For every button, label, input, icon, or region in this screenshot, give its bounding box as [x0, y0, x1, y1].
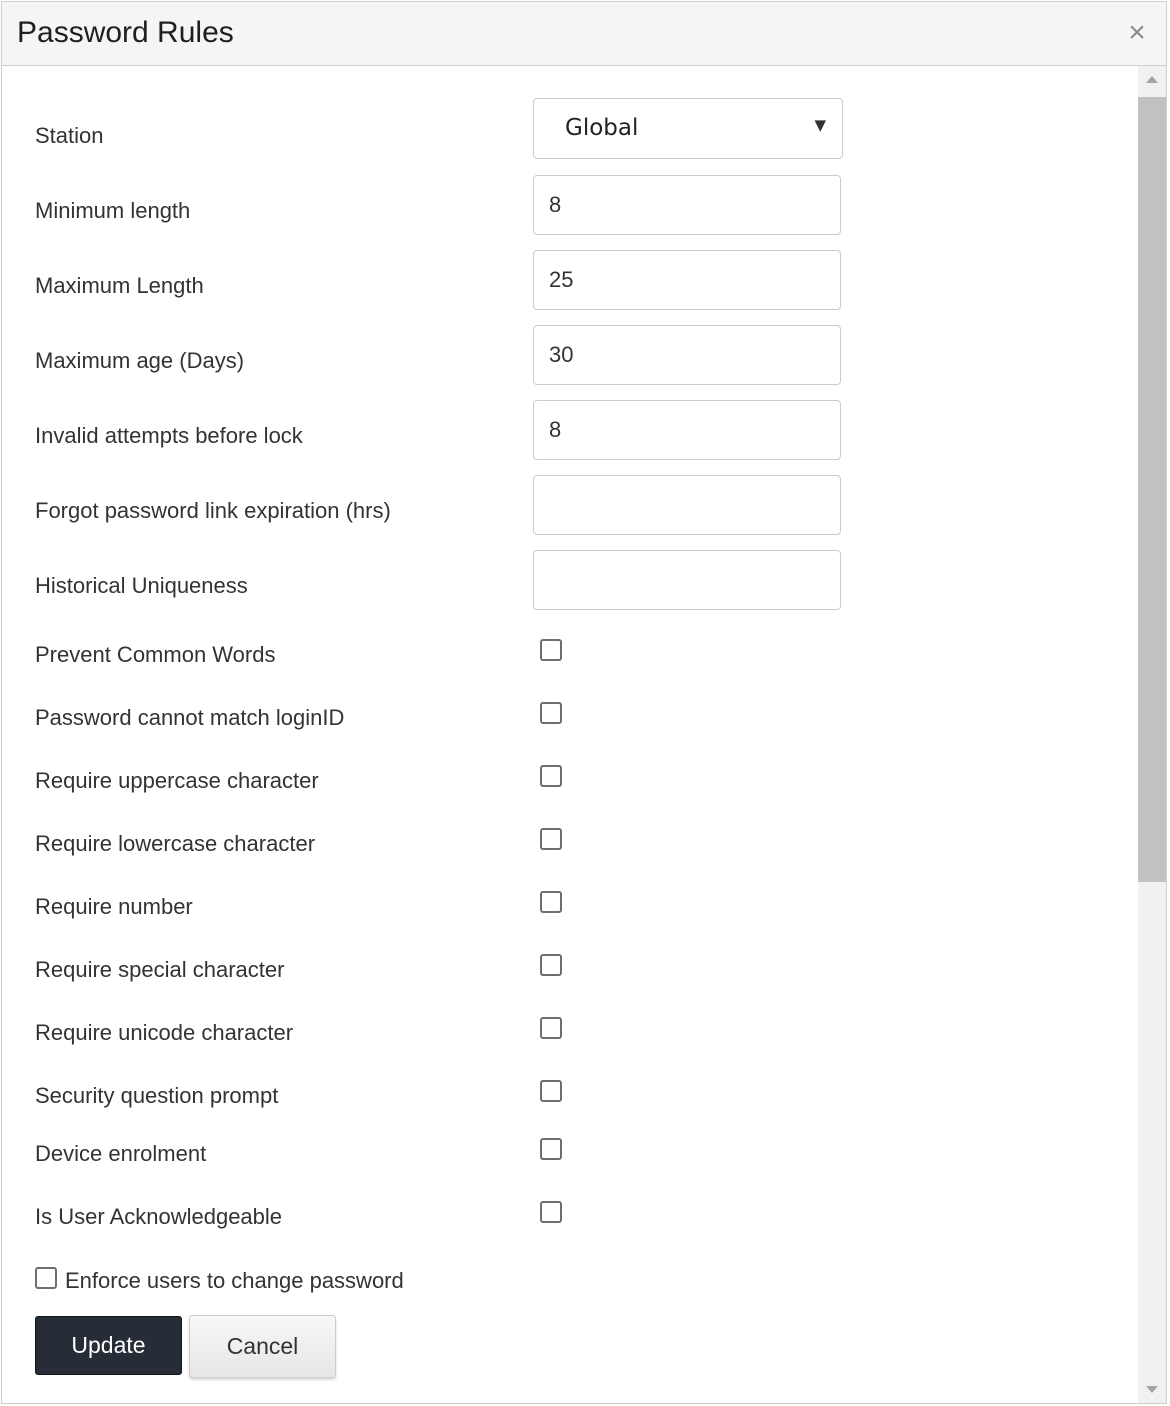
vertical-scrollbar[interactable]	[1138, 66, 1166, 1403]
security-question-checkbox[interactable]	[540, 1080, 562, 1102]
maximum-length-input[interactable]: 25	[533, 250, 841, 310]
invalid-attempts-input[interactable]: 8	[533, 400, 841, 460]
maximum-age-label: Maximum age (Days)	[35, 348, 245, 373]
user-acknowledgeable-label: Is User Acknowledgeable	[35, 1204, 283, 1229]
enforce-change-password-label: Enforce users to change password	[65, 1268, 404, 1293]
password-rules-dialog	[1, 1, 1167, 1404]
dropdown-arrow-icon: ▼	[814, 116, 826, 134]
historical-uniqueness-label: Historical Uniqueness	[35, 573, 248, 598]
user-acknowledgeable-checkbox[interactable]	[540, 1201, 562, 1223]
require-lowercase-checkbox[interactable]	[540, 828, 562, 850]
prevent-common-words-checkbox[interactable]	[540, 639, 562, 661]
update-button[interactable]: Update	[35, 1316, 182, 1375]
security-question-label: Security question prompt	[35, 1083, 279, 1108]
scroll-up-arrow-icon[interactable]	[1146, 76, 1158, 83]
dialog-titlebar	[2, 2, 1166, 66]
device-enrolment-label: Device enrolment	[35, 1141, 207, 1166]
close-icon[interactable]: ×	[1128, 16, 1146, 49]
station-select-value: Global	[565, 115, 639, 141]
no-match-loginid-label: Password cannot match loginID	[35, 705, 345, 730]
enforce-change-password-checkbox[interactable]	[35, 1267, 57, 1289]
dialog-title: Password Rules	[17, 16, 234, 49]
station-label: Station	[35, 123, 104, 148]
device-enrolment-checkbox[interactable]	[540, 1138, 562, 1160]
maximum-age-input[interactable]: 30	[533, 325, 841, 385]
station-select[interactable]	[533, 98, 843, 159]
require-special-checkbox[interactable]	[540, 954, 562, 976]
require-special-label: Require special character	[35, 957, 285, 982]
require-unicode-checkbox[interactable]	[540, 1017, 562, 1039]
invalid-attempts-label: Invalid attempts before lock	[35, 423, 303, 448]
require-unicode-label: Require unicode character	[35, 1020, 294, 1045]
scroll-down-arrow-icon[interactable]	[1146, 1386, 1158, 1393]
prevent-common-words-label: Prevent Common Words	[35, 642, 276, 667]
no-match-loginid-checkbox[interactable]	[540, 702, 562, 724]
forgot-link-expiration-label: Forgot password link expiration (hrs)	[35, 498, 391, 523]
minimum-length-label: Minimum length	[35, 198, 191, 223]
require-number-label: Require number	[35, 894, 193, 919]
require-uppercase-checkbox[interactable]	[540, 765, 562, 787]
forgot-link-expiration-input[interactable]	[533, 475, 841, 535]
require-uppercase-label: Require uppercase character	[35, 768, 319, 793]
historical-uniqueness-input[interactable]	[533, 550, 841, 610]
scrollbar-thumb[interactable]	[1138, 97, 1166, 882]
require-lowercase-label: Require lowercase character	[35, 831, 316, 856]
minimum-length-input[interactable]: 8	[533, 175, 841, 235]
maximum-length-label: Maximum Length	[35, 273, 204, 298]
cancel-button[interactable]: Cancel	[189, 1315, 336, 1378]
require-number-checkbox[interactable]	[540, 891, 562, 913]
dialog-content	[2, 66, 1136, 1403]
